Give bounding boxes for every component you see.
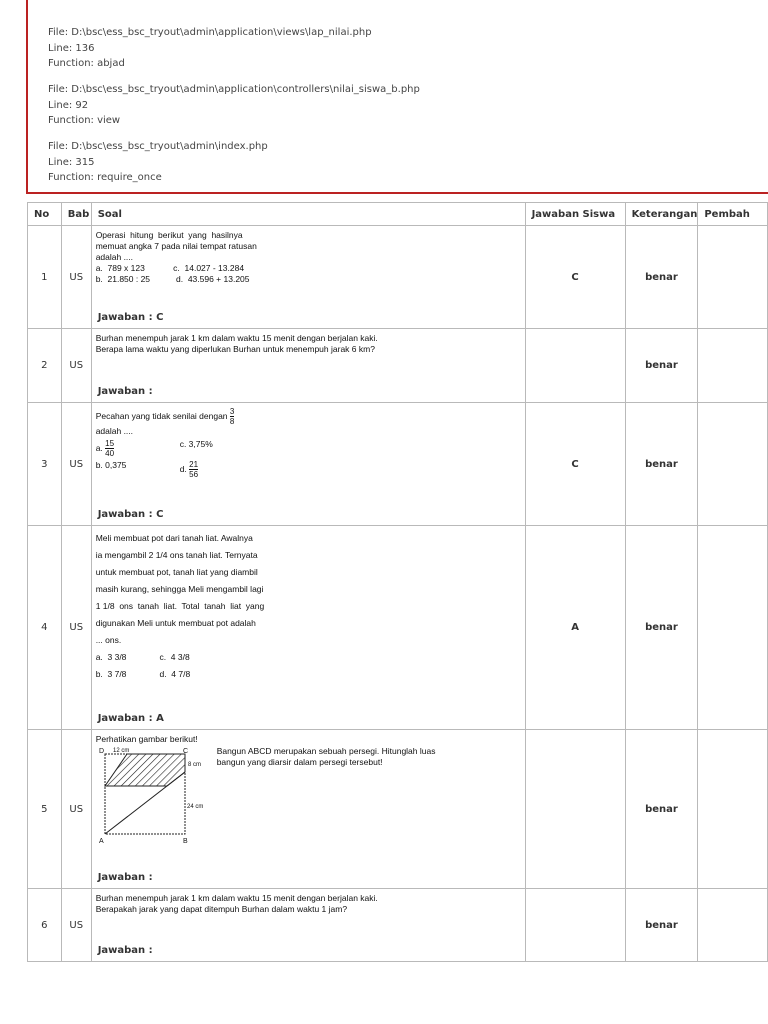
trace-entry-2	[48, 82, 420, 129]
question-table	[27, 202, 768, 962]
question-side-text	[213, 742, 440, 768]
table-row	[28, 730, 768, 889]
fraction: $\frac{3}{8}$	[229, 407, 235, 426]
row-soal	[91, 730, 525, 889]
question-image	[92, 889, 525, 915]
header-bab: Bab	[61, 203, 91, 226]
trace-line: Line: 92	[48, 99, 89, 111]
answer-key: Jawaban : A	[97, 713, 164, 724]
trace-file: File: D:\bsc\ess_bsc_tryout\admin\index.php	[48, 141, 268, 152]
row-bab: US	[61, 889, 91, 962]
label-right-1: 8 cm	[187, 762, 201, 768]
label-b: B	[182, 838, 188, 845]
question-line: Perhatikan gambar berikut!	[95, 734, 198, 744]
question-line: ... ons.	[95, 635, 122, 645]
question-line: digunakan Meli untuk membuat pot adalah	[95, 618, 256, 628]
question-line: Bangun ABCD merupakan sebuah persegi. Hitunglah luas	[216, 746, 436, 756]
question-line: Berapakah jarak yang dapat ditempuh Burhan dalam waktu 1 jam?	[95, 904, 348, 914]
student-answer	[525, 889, 625, 962]
question-line: b. 3 7/8 d. 4 7/8	[95, 669, 191, 679]
discussion-cell	[698, 403, 768, 526]
question-line: Operasi hitung berikut yang hasilnya	[95, 230, 243, 240]
question-line: bangun yang diarsir dalam persegi tersebut!	[216, 757, 383, 767]
header-jawaban-siswa: Jawaban Siswa	[525, 203, 625, 226]
discussion-cell	[698, 329, 768, 403]
table-row	[28, 403, 768, 526]
row-bab: US	[61, 403, 91, 526]
row-soal	[91, 329, 525, 403]
row-soal	[91, 226, 525, 329]
discussion-cell	[698, 889, 768, 962]
header-keterangan: Keterangan	[625, 203, 698, 226]
question-line: ia mengambil 2 1/4 ons tanah liat. Ternyata	[95, 550, 258, 560]
trace-function: Function: abjad	[48, 58, 125, 69]
discussion-cell	[698, 730, 768, 889]
question-image	[92, 329, 525, 355]
question-image	[92, 226, 525, 285]
row-no: 4	[28, 526, 62, 730]
question-line: Meli membuat pot dari tanah liat. Awalnya	[95, 533, 253, 543]
trace-entry-3	[48, 139, 268, 186]
student-answer	[525, 730, 625, 889]
label-d: D	[98, 748, 104, 755]
row-bab: US	[61, 526, 91, 730]
table-row	[28, 889, 768, 962]
row-no: 6	[28, 889, 62, 962]
question-line: memuat angka 7 pada nilai tempat ratusan	[95, 241, 257, 251]
row-no: 2	[28, 329, 62, 403]
status-text: benar	[625, 226, 698, 329]
trace-file: File: D:\bsc\ess_bsc_tryout\admin\application\views\lap_nilai.php	[48, 27, 372, 38]
question-line: Burhan menempuh jarak 1 km dalam waktu 15 menit dengan berjalan kaki.	[95, 893, 378, 903]
header-soal: Soal	[91, 203, 525, 226]
answer-key: Jawaban : C	[97, 312, 164, 323]
question-line: a. 789 x 123 c. 14.027 - 13.284	[95, 263, 245, 273]
discussion-cell	[698, 526, 768, 730]
question-line: Berapa lama waktu yang diperlukan Burhan untuk menempuh jarak 6 km?	[95, 344, 375, 354]
table-row	[28, 329, 768, 403]
row-no: 1	[28, 226, 62, 329]
label-top: 12 cm	[112, 748, 130, 754]
fraction: $\frac{15}{40}$	[105, 439, 115, 458]
table-header-row	[28, 203, 768, 226]
question-image	[92, 526, 525, 683]
student-answer: C	[525, 226, 625, 329]
question-line: adalah ....	[95, 252, 134, 262]
answer-key: Jawaban : C	[97, 509, 164, 520]
row-soal	[91, 403, 525, 526]
label-a: A	[98, 838, 104, 845]
status-text: benar	[625, 889, 698, 962]
row-soal	[91, 889, 525, 962]
question-line: a. 3 3/8 c. 4 3/8	[95, 652, 190, 662]
question-line: b. 21.850 : 25 d. 43.596 + 13.205	[95, 274, 250, 284]
row-no: 5	[28, 730, 62, 889]
row-bab: US	[61, 226, 91, 329]
row-no: 3	[28, 403, 62, 526]
label-c: C	[182, 748, 188, 755]
question-line: untuk membuat pot, tanah liat yang diambil	[95, 567, 258, 577]
row-bab: US	[61, 730, 91, 889]
trace-function: Function: require_once	[48, 172, 162, 183]
table-row	[28, 226, 768, 329]
question-line: Pecahan yang tidak senilai dengan	[95, 410, 228, 421]
status-text: benar	[625, 403, 698, 526]
answer-key: Jawaban :	[97, 386, 153, 397]
row-soal	[91, 526, 525, 730]
student-answer: C	[525, 403, 625, 526]
square-diagram	[97, 746, 207, 846]
question-line: adalah ....	[95, 426, 134, 436]
trace-function: Function: view	[48, 115, 121, 126]
question-image: Pecahan yang tidak senilai dengan $\frac{3}{8}$ adalah .... a. $\frac{15}{40}$ c. 3,75% b. 0,375 d. $\frac{21}{56}$	[92, 403, 525, 479]
status-text: benar	[625, 730, 698, 889]
answer-key: Jawaban :	[97, 945, 153, 956]
question-line: 1 1/8 ons tanah liat. Total tanah liat yang	[95, 601, 265, 611]
question-line: masih kurang, sehingga Meli mengambil lagi	[95, 584, 264, 594]
fraction: $\frac{21}{56}$	[189, 460, 199, 479]
status-text: benar	[625, 526, 698, 730]
status-text: benar	[625, 329, 698, 403]
trace-line: Line: 315	[48, 156, 95, 168]
question-line: Burhan menempuh jarak 1 km dalam waktu 15 menit dengan berjalan kaki.	[95, 333, 378, 343]
answer-key: Jawaban :	[97, 872, 153, 883]
trace-line: Line: 136	[48, 42, 95, 54]
header-no: No	[28, 203, 62, 226]
student-answer	[525, 329, 625, 403]
trace-entry-1	[48, 25, 372, 72]
row-bab: US	[61, 329, 91, 403]
table-row	[28, 526, 768, 730]
trace-file: File: D:\bsc\ess_bsc_tryout\admin\application\controllers\nilai_siswa_b.php	[48, 84, 420, 95]
header-pembahasan: Pembah	[698, 203, 768, 226]
discussion-cell	[698, 226, 768, 329]
student-answer: A	[525, 526, 625, 730]
label-right-2: 24 cm	[186, 804, 204, 810]
